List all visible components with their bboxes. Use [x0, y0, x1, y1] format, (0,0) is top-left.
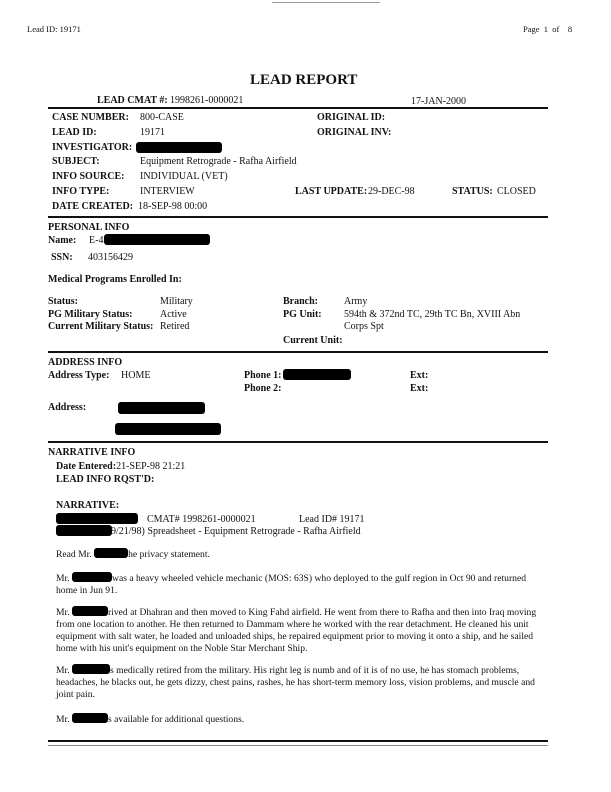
- lead-id: 19171: [140, 127, 165, 138]
- original-id-label: ORIGINAL ID:: [317, 112, 386, 123]
- page-of: of: [552, 24, 560, 34]
- cmat-value: 1998261-0000021: [170, 95, 244, 106]
- case-number-label: CASE NUMBER:: [52, 112, 129, 123]
- phone1-redaction: [283, 369, 351, 380]
- narrative-redaction-2: [56, 525, 112, 536]
- narrative-paragraph-3: [56, 606, 546, 655]
- info-type-label: INFO TYPE:: [52, 186, 110, 197]
- page-total: 8: [567, 24, 573, 34]
- p4-start: Mr.: [56, 665, 70, 676]
- subject-label: SUBJECT:: [52, 156, 100, 167]
- narrative-spreadsheet-line: 9/21/98) Spreadsheet - Equipment Retrograde - Rafha Airfield: [111, 526, 361, 537]
- date-entered-row: [56, 461, 185, 472]
- mil-status-label: Status:: [48, 296, 79, 307]
- p3-start: Mr.: [56, 607, 70, 618]
- ssn-label: SSN:: [51, 252, 73, 263]
- pg-unit-line1: 594th & 372nd TC, 29th TC Bn, XVIII Abn: [344, 309, 521, 320]
- date-created: 18-SEP-98 00:00: [138, 201, 208, 212]
- medical-programs-label: Medical Programs Enrolled In:: [48, 274, 182, 285]
- pg-unit-line2: Corps Spt: [344, 321, 384, 332]
- investigator-redaction: [136, 142, 222, 153]
- branch: Army: [344, 296, 368, 307]
- narrative-paragraph-5: [56, 713, 546, 726]
- address-redaction-2: [115, 423, 221, 435]
- ssn: 403156429: [88, 252, 133, 263]
- status-label: STATUS:: [452, 186, 493, 197]
- address-label: Address:: [48, 402, 87, 413]
- p5-start: Mr.: [56, 714, 70, 725]
- p5-redaction: [72, 713, 108, 723]
- subject: Equipment Retrograde - Rafha Airfield: [140, 156, 297, 167]
- narrative-section-title: NARRATIVE INFO: [48, 447, 136, 458]
- page-current: 1: [543, 24, 549, 34]
- p3-redaction: [72, 606, 108, 616]
- pg-unit-label: PG Unit:: [283, 309, 322, 320]
- narrative-redaction-1: [56, 513, 138, 524]
- rule-bottom: [48, 740, 548, 742]
- p4-end: s medically retired from the military. His right leg is numb and of it is of no use, he has stomach problems, headaches, he blacks out, he gets dizzy, chest pains, rashes, he has short-term memory loss, vision problems, and muscle and joint pain.: [56, 665, 535, 700]
- address-redaction-1: [118, 402, 205, 414]
- case-number: 800-CASE: [140, 112, 184, 123]
- p1-start: Read Mr.: [56, 549, 92, 560]
- phone2-label: Phone 2:: [244, 383, 282, 394]
- narrative-paragraph-2: [56, 572, 546, 597]
- date-entered: 21-SEP-98 21:21: [116, 461, 186, 472]
- p2-redaction: [72, 572, 112, 582]
- p1-redaction: [94, 548, 128, 558]
- page-label: Page: [523, 24, 540, 34]
- info-type: INTERVIEW: [140, 186, 195, 197]
- investigator-label: INVESTIGATOR:: [52, 142, 133, 153]
- address-type-label: Address Type:: [48, 370, 110, 381]
- date-created-label: DATE CREATED:: [52, 201, 134, 212]
- status: CLOSED: [497, 186, 536, 197]
- p3-end: rived at Dhahran and then moved to King Fahd airfield. He went from there to Rafha and then into Iraq moving from one location to another. He then returned to Dammam where he worked with the rear detachment. He cleaned his unit equipment with salt water, he loaded and unloaded ships, he repaired equipment prior to moving it onto a ship, and he sailed home with his unit's equipment on the Noble Star Merchant Ship.: [56, 607, 537, 654]
- original-inv-label: ORIGINAL INV:: [317, 127, 392, 138]
- cmat-label: LEAD CMAT #:: [97, 95, 168, 106]
- rule-4: [48, 441, 548, 443]
- name-label: Name:: [48, 235, 77, 246]
- p2-start: Mr.: [56, 573, 70, 584]
- last-update-label: LAST UPDATE:: [295, 186, 368, 197]
- p2-end: was a heavy wheeled vehicle mechanic (MOS: 63S) who deployed to the gulf region in Oct 90 and returned home in Jun 91.: [56, 573, 527, 596]
- narrative-label: NARRATIVE:: [56, 500, 120, 511]
- rule-1: [48, 107, 548, 109]
- current-mil-status-label: Current Military Status:: [48, 321, 154, 332]
- lead-id-label: LEAD ID:: [52, 127, 97, 138]
- name-redaction: [104, 234, 210, 245]
- top-faint-rule: [272, 2, 380, 3]
- mil-status: Military: [160, 296, 193, 307]
- pg-mil-status: Active: [160, 309, 187, 320]
- report-date: 17-JAN-2000: [411, 96, 466, 107]
- info-source-label: INFO SOURCE:: [52, 171, 125, 182]
- report-title: LEAD REPORT: [250, 72, 358, 88]
- header-lead-id: Lead ID: 19171: [27, 24, 81, 34]
- narrative-cmat-line: CMAT# 1998261-0000021: [147, 514, 256, 525]
- name-prefix: E-4: [89, 235, 104, 246]
- ext2-label: Ext:: [410, 383, 429, 394]
- date-entered-label: Date Entered:: [56, 461, 117, 472]
- phone1-label: Phone 1:: [244, 370, 282, 381]
- rule-3: [48, 351, 548, 353]
- address-section-title: ADDRESS INFO: [48, 357, 123, 368]
- address-type: HOME: [121, 370, 151, 381]
- rule-bottom-faint: [48, 745, 548, 746]
- p4-redaction: [72, 664, 110, 674]
- rule-2: [48, 216, 548, 218]
- last-update: 29-DEC-98: [368, 186, 415, 197]
- lead-info-rqstd-label: LEAD INFO RQST'D:: [56, 474, 155, 485]
- p5-end: s available for additional questions.: [108, 714, 245, 725]
- current-unit-label: Current Unit:: [283, 335, 343, 346]
- narrative-lead-line: Lead ID# 19171: [299, 514, 365, 525]
- ext1-label: Ext:: [410, 370, 429, 381]
- narrative-paragraph-4: [56, 664, 546, 701]
- info-source: INDIVIDUAL (VET): [140, 171, 228, 182]
- branch-label: Branch:: [283, 296, 318, 307]
- p1-end: he privacy statement.: [128, 549, 210, 560]
- header-page-indicator: [523, 24, 572, 34]
- personal-section-title: PERSONAL INFO: [48, 222, 130, 233]
- pg-mil-status-label: PG Military Status:: [48, 309, 133, 320]
- current-mil-status: Retired: [160, 321, 190, 332]
- narrative-paragraph-1: [56, 548, 546, 561]
